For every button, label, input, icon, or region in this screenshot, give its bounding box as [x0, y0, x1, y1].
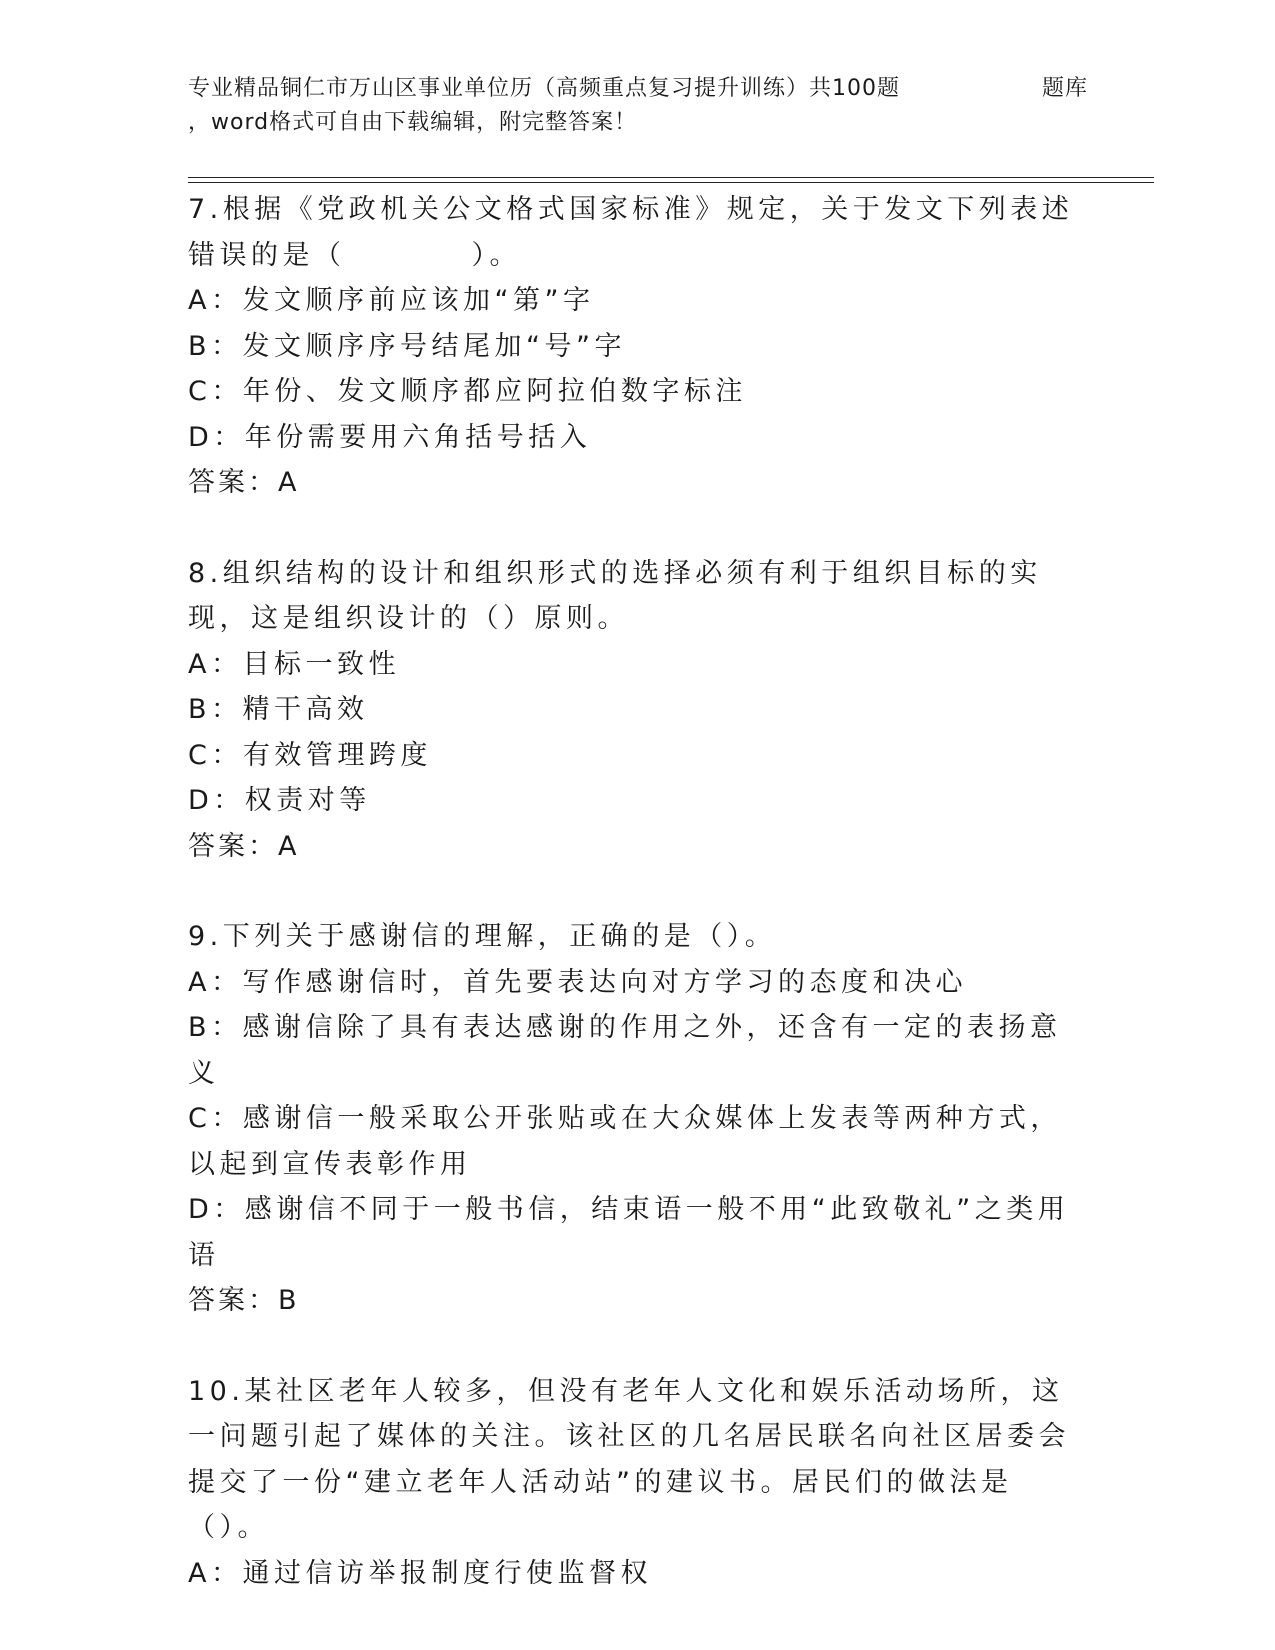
answer-label: 答案： [188, 1285, 278, 1316]
option-a: A：通过信访举报制度行使监督权 [188, 1557, 652, 1589]
header-line-1 [188, 72, 1088, 106]
answer-label: 答案： [188, 830, 278, 862]
option-b: B：发文顺序序号结尾加“号”字 [188, 330, 626, 362]
answer-line [188, 460, 1088, 506]
question-stem: 9.下列关于感谢信的理解，正确的是（）。 [188, 921, 777, 952]
question-stem: 7.根据《党政机关公文格式国家标准》规定，关于发文下列表述错误的是（ ）。 [188, 194, 1074, 271]
answer-value: B [278, 1285, 299, 1316]
option-c: C：年份、发文顺序都应阿拉伯数字标注 [188, 376, 747, 407]
option-a: A：目标一致性 [188, 648, 400, 680]
option-a: A：发文顺序前应该加“第”字 [188, 285, 595, 316]
answer-value: A [278, 467, 299, 498]
header-divider-top [188, 177, 1154, 178]
question-7 [188, 187, 1088, 506]
page-header [188, 72, 1088, 140]
question-8 [188, 551, 1088, 870]
option-d: D：感谢信不同于一般书信，结束语一般不用“此致敬礼”之类用语 [188, 1194, 1070, 1271]
option-c: C：感谢信一般采取公开张贴或在大众媒体上发表等两种方式，以起到宣传表彰作用 [188, 1103, 1062, 1180]
header-tag: 题库 [1041, 76, 1088, 101]
answer-line [188, 824, 1088, 870]
header-subtitle: ，word格式可自由下载编辑，附完整答案！ [188, 110, 638, 135]
answer-line [188, 1278, 1088, 1324]
option-b: B：感谢信除了具有表达感谢的作用之外，还含有一定的表扬意义 [188, 1012, 1062, 1089]
option-d: D：权责对等 [188, 785, 371, 816]
option-b: B：精干高效 [188, 694, 369, 725]
header-title: 专业精品铜仁市万山区事业单位历（高频重点复习提升训练）共100题 [188, 76, 900, 101]
option-a: A：写作感谢信时，首先要表达向对方学习的态度和决心 [188, 966, 967, 998]
answer-label: 答案： [188, 467, 278, 498]
question-10 [188, 1369, 1088, 1597]
option-d: D：年份需要用六角括号括入 [188, 421, 592, 453]
header-divider-bottom [188, 182, 1154, 183]
question-stem: 8.组织结构的设计和组织形式的选择必须有利于组织目标的实现，这是组织设计的（）原则。 [188, 557, 1042, 634]
option-c: C：有效管理跨度 [188, 739, 432, 771]
question-9 [188, 914, 1088, 1324]
question-list [188, 187, 1088, 1596]
question-stem: 10.某社区老年人较多，但没有老年人文化和娱乐活动场所，这一问题引起了媒体的关注。该社区的几名居民联名向社区居委会提交了一份“建立老年人活动站”的建议书。居民们的做法是（）。 [188, 1375, 1070, 1543]
answer-value: A [278, 830, 299, 862]
